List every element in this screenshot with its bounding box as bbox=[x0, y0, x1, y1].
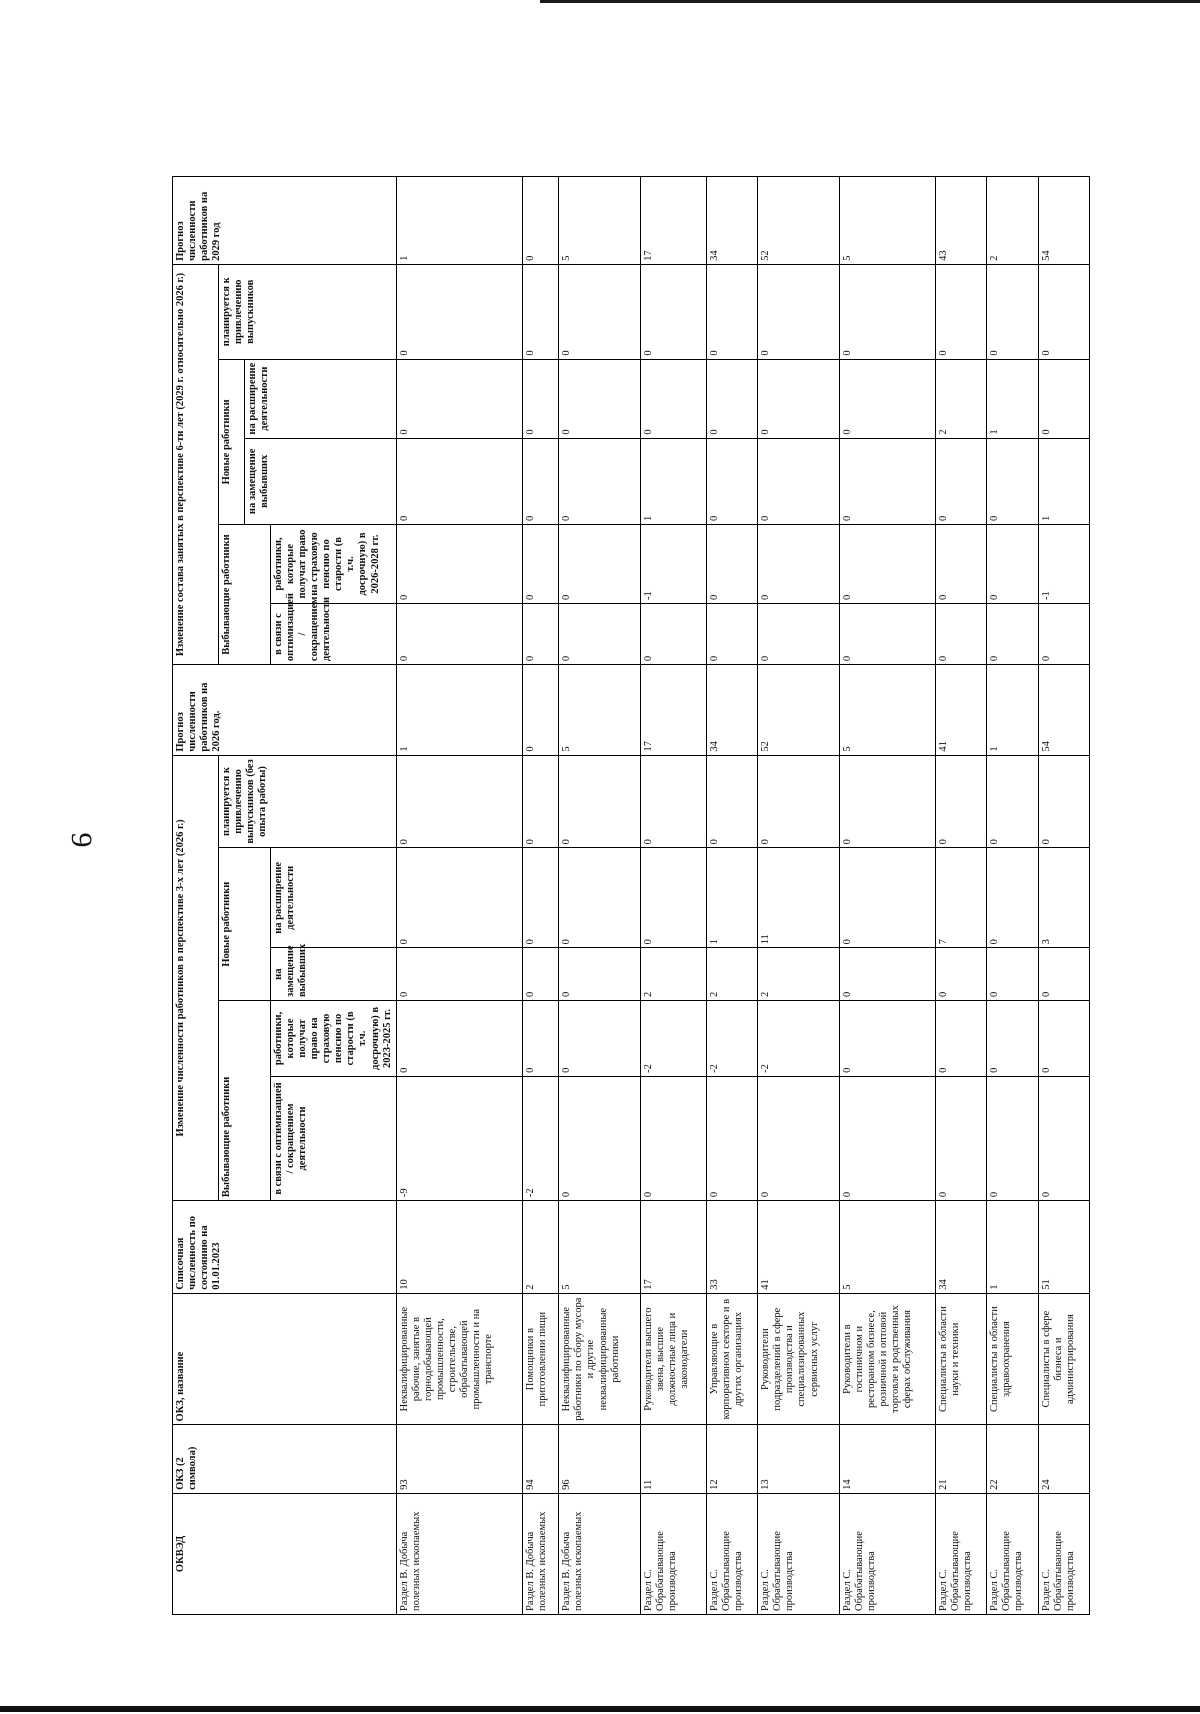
table-row bbox=[839, 51, 935, 1615]
forecast-2026-cell: 1 bbox=[396, 665, 522, 756]
forecast-2026-cell: 54 bbox=[1038, 665, 1089, 756]
leaving-pension-6y-cell: 0 bbox=[936, 525, 987, 604]
leaving-optimization-cell: 0 bbox=[987, 1076, 1038, 1200]
table-row bbox=[706, 51, 757, 1615]
leaving-pension-cell: 0 bbox=[559, 1001, 640, 1077]
leaving-optimization-6y-cell: 0 bbox=[706, 604, 757, 665]
okved-cell: Раздел B. Добыча полезных ископаемых bbox=[523, 1493, 559, 1614]
new-expansion-6y-cell: 0 bbox=[839, 359, 935, 438]
okz-name-cell: Помощники в приготовлении пищи bbox=[523, 1293, 559, 1425]
forecast-2029-cell: 1 bbox=[396, 177, 522, 264]
leaving-optimization-6y-cell: 0 bbox=[936, 604, 987, 665]
headcount-cell: 41 bbox=[758, 1201, 839, 1294]
new-replacement-cell: 0 bbox=[936, 948, 987, 1001]
graduates-6y-cell: 0 bbox=[987, 264, 1038, 359]
okz-name-cell: Руководители в гостиничном и ресторанном бизнесе, розничной и оптовой торговле и родственных сферах обслуживания bbox=[839, 1293, 935, 1425]
new-expansion-6y-cell: 0 bbox=[706, 359, 757, 438]
forecast-2029-cell: 34 bbox=[706, 177, 757, 264]
graduates-6y-cell: 0 bbox=[640, 264, 706, 359]
new-replacement-cell: 0 bbox=[987, 948, 1038, 1001]
headcount-cell: 17 bbox=[640, 1201, 706, 1294]
leaving-pension-6y-cell: 0 bbox=[706, 525, 757, 604]
leaving-optimization-cell: 0 bbox=[706, 1076, 757, 1200]
headcount-cell: 34 bbox=[936, 1201, 987, 1294]
table-row bbox=[523, 51, 559, 1615]
graduates-6y-cell: 0 bbox=[936, 264, 987, 359]
okz-code-cell: 11 bbox=[640, 1425, 706, 1493]
new-expansion-cell: 0 bbox=[523, 848, 559, 948]
new-replacement-6y-cell: 0 bbox=[987, 438, 1038, 524]
header-okz-code: ОКЗ (2 символа) bbox=[173, 1425, 397, 1493]
leaving-optimization-cell: -9 bbox=[396, 1076, 522, 1200]
new-replacement-cell: 0 bbox=[1038, 948, 1089, 1001]
graduates-6y-cell: 0 bbox=[839, 264, 935, 359]
new-expansion-cell: 0 bbox=[396, 848, 522, 948]
new-replacement-6y-cell: 0 bbox=[758, 438, 839, 524]
headcount-cell: 1 bbox=[987, 1201, 1038, 1294]
leaving-optimization-cell: 0 bbox=[640, 1076, 706, 1200]
headcount-cell: 51 bbox=[1038, 1201, 1089, 1294]
header-leaving-workers-6y: Выбывающие работники bbox=[219, 525, 271, 665]
header-new-workers-6y: Новые работники bbox=[219, 359, 245, 524]
headcount-cell: 33 bbox=[706, 1201, 757, 1294]
header-okved: ОКВЭД bbox=[173, 1493, 397, 1614]
graduates-cell: 0 bbox=[640, 755, 706, 848]
forecast-2026-cell: 41 bbox=[936, 665, 987, 756]
leaving-pension-cell: -2 bbox=[640, 1001, 706, 1077]
new-replacement-6y-cell: 0 bbox=[559, 438, 640, 524]
table-row bbox=[1038, 51, 1089, 1615]
new-replacement-6y-cell: 0 bbox=[839, 438, 935, 524]
graduates-cell: 0 bbox=[559, 755, 640, 848]
new-replacement-6y-cell: 1 bbox=[640, 438, 706, 524]
okved-cell: Раздел C. Обрабатывающие производства bbox=[706, 1493, 757, 1614]
forecast-2029-cell: 17 bbox=[640, 177, 706, 264]
header-new-replacement-3y: на замещение выбывших bbox=[271, 948, 397, 1001]
table-row bbox=[640, 51, 706, 1615]
okved-cell: Раздел C. Обрабатывающие производства bbox=[936, 1493, 987, 1614]
header-leaving-workers: Выбывающие работники bbox=[219, 1001, 271, 1201]
leaving-pension-cell: 0 bbox=[396, 1001, 522, 1077]
leaving-pension-cell: -2 bbox=[758, 1001, 839, 1077]
forecast-2029-cell: 52 bbox=[758, 177, 839, 264]
leaving-optimization-6y-cell: 0 bbox=[523, 604, 559, 665]
header-change-3y: Изменение численности работников в перспективе 3-х лет (2026 г.) bbox=[173, 755, 219, 1200]
leaving-optimization-cell: -2 bbox=[523, 1076, 559, 1200]
leaving-pension-6y-cell: 0 bbox=[987, 525, 1038, 604]
new-expansion-cell: 1 bbox=[706, 848, 757, 948]
leaving-pension-6y-cell: 0 bbox=[559, 525, 640, 604]
leaving-pension-6y-cell: 0 bbox=[758, 525, 839, 604]
leaving-pension-6y-cell: -1 bbox=[1038, 525, 1089, 604]
new-replacement-6y-cell: 1 bbox=[1038, 438, 1089, 524]
okz-code-cell: 13 bbox=[758, 1425, 839, 1493]
headcount-cell: 5 bbox=[559, 1201, 640, 1294]
okz-code-cell: 94 bbox=[523, 1425, 559, 1493]
graduates-cell: 0 bbox=[523, 755, 559, 848]
leaving-optimization-6y-cell: 0 bbox=[758, 604, 839, 665]
header-leaving-optimization-6y: в связи с оптимизацией / сокращением деятельности bbox=[271, 604, 397, 665]
leaving-pension-cell: 0 bbox=[1038, 1001, 1089, 1077]
table-row bbox=[396, 51, 522, 1615]
table-row bbox=[987, 51, 1038, 1615]
page-number: 9 bbox=[65, 832, 98, 848]
header-new-expansion-6y: на расширение деятельности bbox=[245, 359, 397, 438]
new-expansion-cell: 0 bbox=[987, 848, 1038, 948]
okz-name-cell: Специалисты в области здравоохранения bbox=[987, 1293, 1038, 1425]
graduates-cell: 0 bbox=[936, 755, 987, 848]
top-rule bbox=[540, 0, 1200, 3]
headcount-cell: 5 bbox=[839, 1201, 935, 1294]
new-expansion-cell: 11 bbox=[758, 848, 839, 948]
forecast-2029-cell: 0 bbox=[523, 177, 559, 264]
graduates-6y-cell: 0 bbox=[758, 264, 839, 359]
leaving-pension-cell: 0 bbox=[523, 1001, 559, 1077]
new-expansion-cell: 0 bbox=[559, 848, 640, 948]
forecast-2026-cell: 34 bbox=[706, 665, 757, 756]
leaving-pension-cell: 0 bbox=[936, 1001, 987, 1077]
header-change-6y: Изменение состава занятых в перспективе 6-ти лет (2029 г. относительно 2026 г.) bbox=[173, 264, 219, 664]
graduates-cell: 0 bbox=[706, 755, 757, 848]
new-replacement-cell: 2 bbox=[640, 948, 706, 1001]
new-replacement-6y-cell: 0 bbox=[523, 438, 559, 524]
forecast-2029-cell: 5 bbox=[839, 177, 935, 264]
forecast-2026-cell: 52 bbox=[758, 665, 839, 756]
forecast-2026-cell: 1 bbox=[987, 665, 1038, 756]
graduates-cell: 0 bbox=[1038, 755, 1089, 848]
leaving-pension-cell: 0 bbox=[987, 1001, 1038, 1077]
graduates-6y-cell: 0 bbox=[523, 264, 559, 359]
okved-cell: Раздел C. Обрабатывающие производства bbox=[640, 1493, 706, 1614]
leaving-optimization-cell: 0 bbox=[1038, 1076, 1089, 1200]
header-leaving-pension-2026-2028: работники, которые получат право на страховую пенсию по старости (в т.ч. досрочную) в 2026-2028 гг. bbox=[271, 525, 397, 604]
forecast-2026-cell: 5 bbox=[839, 665, 935, 756]
okz-name-cell: Специалисты в сфере бизнеса и администрирования bbox=[1038, 1293, 1089, 1425]
new-expansion-6y-cell: 2 bbox=[936, 359, 987, 438]
leaving-optimization-cell: 0 bbox=[936, 1076, 987, 1200]
header-leaving-optimization: в связи с оптимизацией / сокращением деятельности bbox=[271, 1076, 397, 1200]
leaving-pension-cell: 0 bbox=[839, 1001, 935, 1077]
new-replacement-cell: 0 bbox=[839, 948, 935, 1001]
leaving-pension-6y-cell: -1 bbox=[640, 525, 706, 604]
new-expansion-cell: 0 bbox=[640, 848, 706, 948]
new-expansion-cell: 7 bbox=[936, 848, 987, 948]
okz-code-cell: 14 bbox=[839, 1425, 935, 1493]
new-replacement-cell: 0 bbox=[559, 948, 640, 1001]
okz-code-cell: 93 bbox=[396, 1425, 522, 1493]
forecast-2026-cell: 5 bbox=[559, 665, 640, 756]
forecast-2029-cell: 54 bbox=[1038, 177, 1089, 264]
header-new-expansion-3y: на расширение деятельности bbox=[271, 848, 397, 948]
header-forecast-2029: Прогноз численности работников на 2029 год bbox=[173, 177, 397, 264]
okved-cell: Раздел C. Обрабатывающие производства bbox=[758, 1493, 839, 1614]
header-leaving-pension-2023-2025: работники, которые получат право на страховую пенсию по старости (в т.ч. досрочную) в 2023-2025 гг. bbox=[271, 1001, 397, 1077]
graduates-cell: 0 bbox=[987, 755, 1038, 848]
okved-cell: Раздел C. Обрабатывающие производства bbox=[839, 1493, 935, 1614]
table-row bbox=[758, 51, 839, 1615]
leaving-pension-6y-cell: 0 bbox=[839, 525, 935, 604]
okz-name-cell: Неквалифицированные рабочие, занятые в горнодобывающей промышленности, строительстве, обрабатывающей промышленности и на транспорте bbox=[396, 1293, 522, 1425]
leaving-optimization-6y-cell: 0 bbox=[1038, 604, 1089, 665]
forecast-2026-cell: 0 bbox=[523, 665, 559, 756]
headcount-cell: 10 bbox=[396, 1201, 522, 1294]
okved-cell: Раздел B. Добыча полезных ископаемых bbox=[396, 1493, 522, 1614]
header-headcount-2023: Списочная численность по состоянию на 01.01.2023 bbox=[173, 1201, 397, 1294]
graduates-6y-cell: 0 bbox=[706, 264, 757, 359]
new-expansion-6y-cell: 0 bbox=[1038, 359, 1089, 438]
new-expansion-6y-cell: 0 bbox=[559, 359, 640, 438]
leaving-pension-6y-cell: 0 bbox=[523, 525, 559, 604]
okz-code-cell: 96 bbox=[559, 1425, 640, 1493]
new-replacement-6y-cell: 0 bbox=[706, 438, 757, 524]
header-forecast-2026: Прогноз численности работников на 2026 год. bbox=[173, 665, 397, 756]
graduates-cell: 0 bbox=[396, 755, 522, 848]
okz-code-cell: 24 bbox=[1038, 1425, 1089, 1493]
header-graduates-3y: планируется к привлечению выпускников (без опыта работы) bbox=[219, 755, 397, 848]
leaving-pension-6y-cell: 0 bbox=[396, 525, 522, 604]
new-replacement-cell: 0 bbox=[396, 948, 522, 1001]
new-expansion-6y-cell: 0 bbox=[523, 359, 559, 438]
new-expansion-cell: 3 bbox=[1038, 848, 1089, 948]
leaving-optimization-6y-cell: 0 bbox=[839, 604, 935, 665]
leaving-optimization-6y-cell: 0 bbox=[640, 604, 706, 665]
graduates-6y-cell: 0 bbox=[396, 264, 522, 359]
okz-name-cell: Неквалифицированные работники по сбору мусора и другие неквалифицированные работники bbox=[559, 1293, 640, 1425]
new-expansion-6y-cell: 0 bbox=[640, 359, 706, 438]
bottom-rule bbox=[0, 1706, 1200, 1712]
okz-code-cell: 21 bbox=[936, 1425, 987, 1493]
header-graduates-6y: планируется к привлечению выпускников bbox=[219, 264, 397, 359]
leaving-optimization-cell: 0 bbox=[839, 1076, 935, 1200]
okz-name-cell: Управляющие в корпоративном секторе и в других организациях bbox=[706, 1293, 757, 1425]
header-new-workers: Новые работники bbox=[219, 848, 271, 1001]
rotated-table-container bbox=[172, 50, 1090, 1615]
graduates-6y-cell: 0 bbox=[559, 264, 640, 359]
new-replacement-cell: 2 bbox=[758, 948, 839, 1001]
leaving-optimization-cell: 0 bbox=[559, 1076, 640, 1200]
table-row bbox=[559, 51, 640, 1615]
leaving-optimization-cell: 0 bbox=[758, 1076, 839, 1200]
forecast-2029-cell: 2 bbox=[987, 177, 1038, 264]
okz-name-cell: Руководители подразделений в сфере производства и специализированных сервисных услуг bbox=[758, 1293, 839, 1425]
okz-code-cell: 12 bbox=[706, 1425, 757, 1493]
table-row bbox=[936, 51, 987, 1615]
new-replacement-6y-cell: 0 bbox=[936, 438, 987, 524]
new-expansion-6y-cell: 0 bbox=[758, 359, 839, 438]
okved-cell: Раздел C. Обрабатывающие производства bbox=[1038, 1493, 1089, 1614]
headcount-cell: 2 bbox=[523, 1201, 559, 1294]
new-replacement-cell: 0 bbox=[523, 948, 559, 1001]
graduates-cell: 0 bbox=[839, 755, 935, 848]
okz-name-cell: Руководители высшего звена, высшие должностные лица и законодатели bbox=[640, 1293, 706, 1425]
leaving-optimization-6y-cell: 0 bbox=[559, 604, 640, 665]
okz-code-cell: 22 bbox=[987, 1425, 1038, 1493]
new-expansion-6y-cell: 0 bbox=[396, 359, 522, 438]
new-expansion-cell: 0 bbox=[839, 848, 935, 948]
new-replacement-6y-cell: 0 bbox=[396, 438, 522, 524]
leaving-pension-cell: -2 bbox=[706, 1001, 757, 1077]
graduates-cell: 0 bbox=[758, 755, 839, 848]
leaving-optimization-6y-cell: 0 bbox=[396, 604, 522, 665]
forecast-2029-cell: 5 bbox=[559, 177, 640, 264]
employment-forecast-table bbox=[172, 50, 1090, 1615]
new-replacement-cell: 2 bbox=[706, 948, 757, 1001]
leaving-optimization-6y-cell: 0 bbox=[987, 604, 1038, 665]
okved-cell: Раздел B. Добыча полезных ископаемых bbox=[559, 1493, 640, 1614]
forecast-2029-cell: 43 bbox=[936, 177, 987, 264]
graduates-6y-cell: 0 bbox=[1038, 264, 1089, 359]
okved-cell: Раздел C. Обрабатывающие производства bbox=[987, 1493, 1038, 1614]
new-expansion-6y-cell: 1 bbox=[987, 359, 1038, 438]
okz-name-cell: Специалисты в области науки и техники bbox=[936, 1293, 987, 1425]
header-okz-name: ОКЗ, название bbox=[173, 1293, 397, 1425]
forecast-2026-cell: 17 bbox=[640, 665, 706, 756]
header-new-replacement-6y: на замещение выбывших bbox=[245, 438, 397, 524]
